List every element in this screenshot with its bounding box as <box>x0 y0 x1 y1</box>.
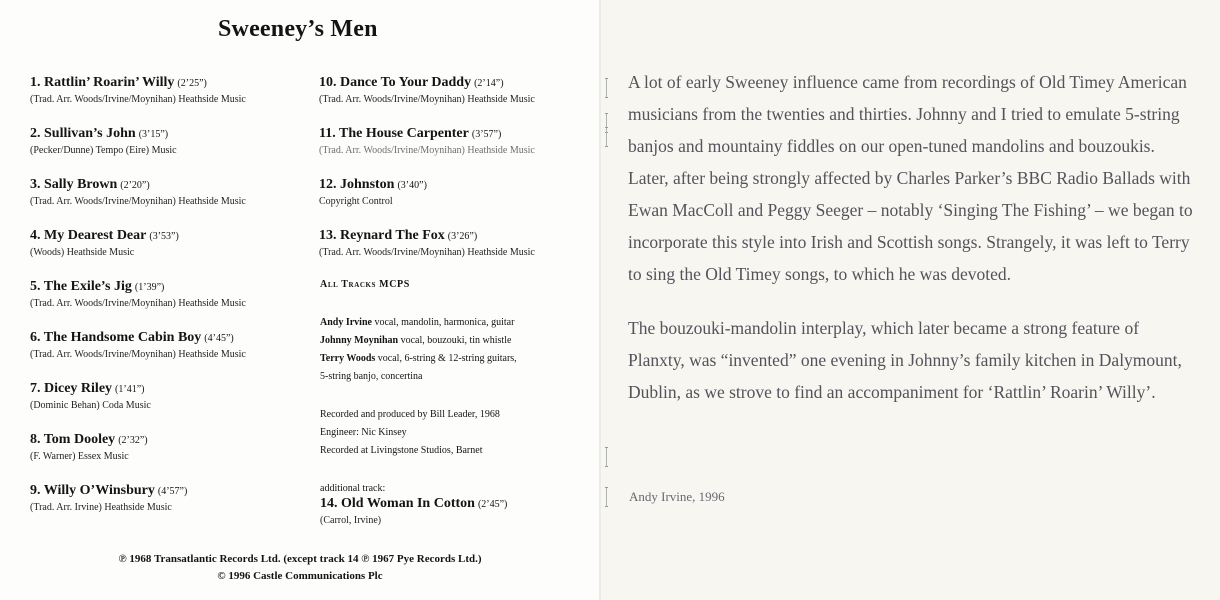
musician-name: Terry Woods <box>320 353 376 364</box>
personnel-entry <box>320 314 517 332</box>
bracket-mark <box>606 487 613 507</box>
track-publisher: Heathside Music <box>467 94 535 105</box>
track-title: 13. Reynard The Fox <box>319 228 445 243</box>
liner-notes-paragraph-2: The bouzouki-mandolin interplay, which later became a strong feature of Planxty, was “invented” one evening in Johnny’s family kitchen in Dalymount, Dublin, as we strove to find an accompaniment for ‘Rattlin’ Roarin’ Willy’. <box>628 318 1182 402</box>
track-credit: (Trad. Arr. Woods/Irvine/Moynihan) <box>319 145 465 156</box>
musician-name: Andy Irvine <box>320 317 372 328</box>
track-item <box>319 74 594 125</box>
track-publisher: Heathside Music <box>467 145 535 156</box>
track-publisher: Heathside Music <box>467 247 535 258</box>
track-item <box>30 482 300 533</box>
track-duration: (1’39”) <box>134 282 165 293</box>
page-fold <box>599 0 601 600</box>
engineer-credit: Engineer: Nic Kinsey <box>320 427 407 438</box>
track-item <box>30 74 300 125</box>
track-duration: (4’45”) <box>204 333 234 344</box>
bracket-mark <box>606 127 613 147</box>
track-title: 4. My Dearest Dear <box>30 228 147 243</box>
additional-track-label: additional track: <box>320 483 386 494</box>
track-item <box>30 278 300 329</box>
album-title: Sweeney’s Men <box>218 16 378 42</box>
track-duration: (4’57”) <box>157 486 188 497</box>
liner-notes-paragraph-1: A lot of early Sweeney influence came from recordings of Old Timey American musicians from the twenties and thirties. Johnny and I tried to emulate 5-string banjos and mountainy fiddles on our open-tuned mandolins and bouzoukis. Later, after being strongly affected by Charles Parker’s BBC Radio Ballads with Ewan MacColl and Peggy Seeger – notably ‘Singing The Fishing’ – we began to incorporate this style into Irish and Scottish songs. Strangely, it was left to Terry to sing the Old Timey songs, to which he was devoted. <box>628 72 1193 284</box>
musician-name: Johnny Moynihan <box>320 335 399 346</box>
track-title: 5. The Exile’s Jig <box>30 279 132 294</box>
track-duration: (2’14”) <box>474 78 504 89</box>
track-duration: (3’53”) <box>149 231 179 242</box>
track-title: 8. Tom Dooley <box>30 432 116 447</box>
musician-role: vocal, mandolin, harmonica, guitar <box>374 317 515 328</box>
copyright-line-1: ℗ 1968 Transatlantic Records Ltd. (except track 14 ℗ 1967 Pye Records Ltd.) <box>118 553 482 565</box>
bracket-mark <box>606 447 613 467</box>
track-duration: (3’40”) <box>397 180 427 191</box>
track-title: 7. Dicey Riley <box>30 381 113 396</box>
track-duration: (1’41”) <box>115 384 145 395</box>
track-title: 11. The House Carpenter <box>319 126 469 141</box>
track-title: 10. Dance To Your Daddy <box>319 75 472 90</box>
track-item <box>30 125 300 176</box>
track-item <box>30 227 300 278</box>
all-tracks-note: All Tracks MCPS <box>320 279 410 290</box>
liner-notes <box>628 66 1198 408</box>
track-duration: (3’26”) <box>447 231 478 242</box>
track-item <box>319 176 594 227</box>
track-item <box>319 125 594 176</box>
track-credit: Copyright Control <box>319 196 393 207</box>
track-credit: (Dominic Behan) Coda Music <box>30 400 151 411</box>
producer-credit: Recorded and produced by Bill Leader, 1968 <box>320 409 500 420</box>
track-duration: (3’15”) <box>138 129 169 140</box>
track-title: 9. Willy O’Winsbury <box>30 483 155 498</box>
track-title: 6. The Handsome Cabin Boy <box>30 330 202 345</box>
track-title: 1. Rattlin’ Roarin’ Willy <box>30 75 175 90</box>
track-credit: (Trad. Arr. Woods/Irvine/Moynihan) Heathside Music <box>30 298 246 309</box>
track-credit: (Pecker/Dunne) Tempo (Eire) Music <box>30 145 177 156</box>
track-title: 2. Sullivan’s John <box>30 126 136 141</box>
musician-role: vocal, 6-string & 12-string guitars, <box>377 353 517 364</box>
track-credit: (F. Warner) Essex Music <box>30 451 129 462</box>
track-item <box>30 329 300 380</box>
recording-info <box>320 406 500 460</box>
track-credit: (Trad. Arr. Woods/Irvine/Moynihan) <box>319 247 465 258</box>
track-item <box>319 227 594 278</box>
track-credit: (Trad. Arr. Woods/Irvine/Moynihan) Heathside Music <box>30 94 246 105</box>
personnel <box>320 314 517 386</box>
track-item <box>30 431 300 482</box>
track-item <box>30 380 300 431</box>
track-credit: (Trad. Arr. Woods/Irvine/Moynihan) Heathside Music <box>30 349 246 360</box>
tracklist-column-2 <box>319 74 594 278</box>
track-credit: (Carrol, Irvine) <box>320 515 382 526</box>
track-duration: (2’20”) <box>120 180 150 191</box>
additional-track <box>320 482 507 527</box>
musician-role-continued: 5-string banjo, concertina <box>320 371 423 382</box>
tracklist-column-1 <box>30 74 300 533</box>
personnel-entry <box>320 350 517 368</box>
track-credit: (Woods) Heathside Music <box>30 247 135 258</box>
track-duration: (2’25”) <box>177 78 207 89</box>
track-title: 14. Old Woman In Cotton <box>320 496 475 511</box>
track-title: 3. Sally Brown <box>30 177 118 192</box>
track-duration: (2’45”) <box>477 499 508 510</box>
musician-role: vocal, bouzouki, tin whistle <box>400 335 512 346</box>
track-duration: (3’57”) <box>471 129 502 140</box>
copyright-line-2: © 1996 Castle Communications Plc <box>217 570 383 582</box>
track-credit: (Trad. Arr. Woods/Irvine/Moynihan) Heathside Music <box>30 196 246 207</box>
personnel-entry <box>320 332 517 350</box>
track-credit: (Trad. Arr. Woods/Irvine/Moynihan) <box>319 94 465 105</box>
author-signature: Andy Irvine, 1996 <box>629 489 725 504</box>
track-item <box>30 176 300 227</box>
copyright-notice <box>0 551 600 585</box>
studio-credit: Recorded at Livingstone Studios, Barnet <box>320 445 483 456</box>
track-title: 12. Johnston <box>319 177 395 192</box>
track-duration: (2’32”) <box>118 435 148 446</box>
bracket-mark <box>606 78 613 98</box>
track-credit: (Trad. Arr. Irvine) Heathside Music <box>30 502 172 513</box>
